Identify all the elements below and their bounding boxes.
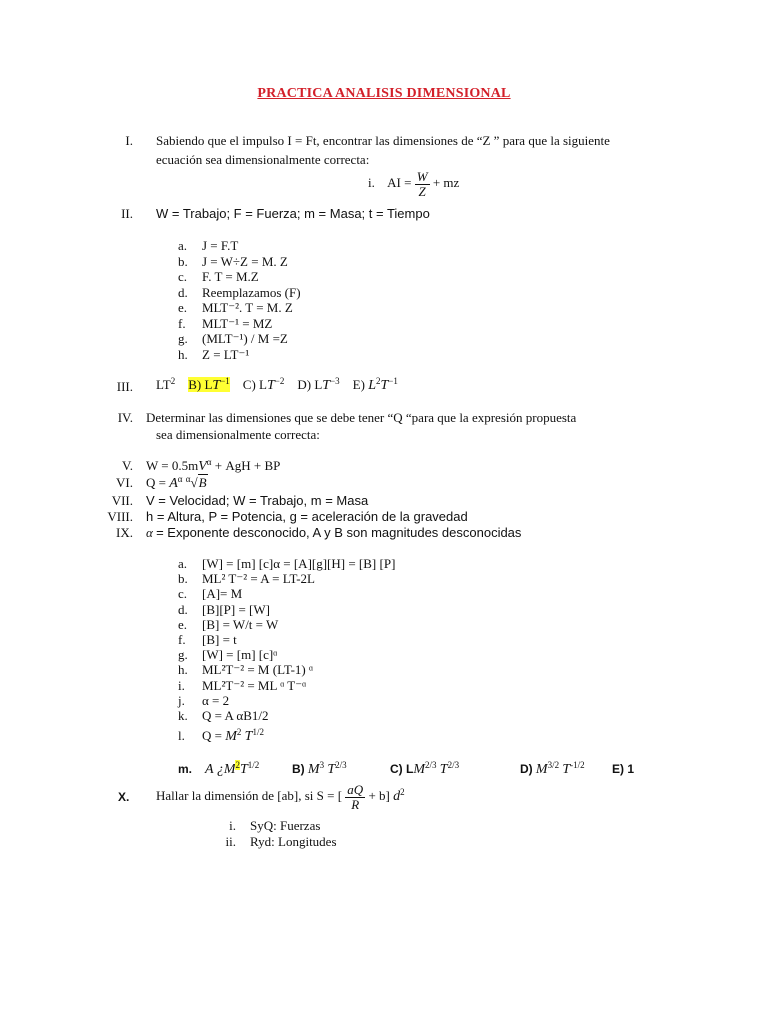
option-e: E) $L^2T^{-1}$ <box>352 376 398 393</box>
list-label: b. <box>178 571 188 587</box>
item-number: VIII. <box>107 509 133 524</box>
question-text: Determinar las dimensiones que se debe tener “Q “para que la expresión propuesta <box>146 410 577 425</box>
definition-text: h = Altura, P = Potencia, g = aceleración de la gravedad <box>146 509 468 524</box>
list-label: h. <box>178 662 188 678</box>
answer-options <box>156 377 398 393</box>
option-c: C) $LM^{2/3}$ $T^{2/3}$ <box>390 760 460 777</box>
page-title: PRACTICA ANALISIS DIMENSIONAL <box>257 86 511 101</box>
option-d: D) $LT^{-3}$ <box>297 376 340 393</box>
list-label: a. <box>178 238 188 253</box>
answer-options <box>205 761 259 777</box>
item-number: X. <box>118 790 130 804</box>
list-item: J = W÷Z = M. Z <box>202 253 288 269</box>
list-item: SyQ: Fuerzas <box>250 818 321 833</box>
list-item: [W] = [m] [c]α = [A][g][H] = [B] [P] <box>202 556 396 571</box>
equation: $Q = A^\alpha$ $^\alpha$√B <box>146 474 207 491</box>
list-label: e. <box>178 616 188 632</box>
definition-text: α = Exponente desconocido, A y B son magnitudes desconocidas <box>146 525 522 540</box>
list-item: ML² T⁻² = A = LT-2L <box>202 571 315 587</box>
sub-number: i. <box>368 175 375 190</box>
list-item: [B] = t <box>202 632 237 647</box>
fraction: $\frac{aQ}{R}$ <box>347 781 364 812</box>
option-d: D) $M^{3/2}$ $T^{-1/2}$ <box>520 760 585 777</box>
list-label: a. <box>178 556 188 571</box>
equation-left: AI = <box>387 175 412 190</box>
list-label: e. <box>178 300 188 315</box>
list-item: Z = LT⁻¹ <box>202 346 250 362</box>
list-label: g. <box>178 647 188 663</box>
definition-text: V = Velocidad; W = Trabajo, m = Masa <box>146 493 369 508</box>
item-number: VI. <box>116 475 133 490</box>
option-b-highlighted: B) $LT^{-1}$ <box>188 376 230 393</box>
list-label: c. <box>178 269 188 284</box>
equation-right: + mz <box>432 175 460 190</box>
list-item: Q = A αB1/2 <box>202 708 269 723</box>
list-label: m. <box>178 762 193 776</box>
list-label: j. <box>178 692 185 708</box>
list-label: i. <box>178 677 185 693</box>
equation <box>368 169 459 199</box>
list-item: ML²T⁻² = ML ᵅ T⁻ᵅ <box>202 677 307 693</box>
option-e: E) 1 <box>612 762 635 776</box>
list-item: MLT⁻¹ = MZ <box>202 315 273 331</box>
list-item: (MLT⁻¹) / M =Z <box>202 331 288 346</box>
option-a: $LT^2$ <box>156 376 176 392</box>
list-label: d. <box>178 284 188 300</box>
list-item: J = F.T <box>202 238 239 253</box>
list-label: h. <box>178 346 188 362</box>
question-text: Hallar la dimensión de [ab], si S = [ $\frac{aQ}{R}$ + b] $d^2$ <box>156 781 405 812</box>
list-label: b. <box>178 253 188 269</box>
list-item: Reemplazamos (F) <box>202 284 301 300</box>
item-number: I. <box>125 133 133 148</box>
list-item: Ryd: Longitudes <box>250 833 337 849</box>
list-item: [B] = W/t = W <box>202 616 279 632</box>
list-item: F. T = M.Z <box>202 269 259 284</box>
list-label: d. <box>178 601 188 617</box>
fraction: $\frac{W}{Z}$ <box>416 168 428 199</box>
option-b: B) $M^3$ $T^{2/3}$ <box>292 760 347 777</box>
item-number: III. <box>116 379 133 394</box>
option-c: C) $LT^{-2}$ <box>242 376 285 393</box>
list-label: k. <box>178 708 188 723</box>
item-number: V. <box>122 458 133 473</box>
list-label: ii. <box>225 833 236 849</box>
equation: $W = 0.5mV^\alpha$ + AgH + BP <box>146 457 281 474</box>
item-number: II. <box>121 206 133 221</box>
list-item: MLT⁻². T = M. Z <box>202 300 293 315</box>
item-number: VII. <box>111 493 133 508</box>
list-item: ML²T⁻² = M (LT-1) ᵅ <box>202 662 314 678</box>
list-item: [W] = [m] [c]ᵅ <box>202 647 278 663</box>
list-item: [B][P] = [W] <box>202 601 270 617</box>
list-label: g. <box>178 331 188 346</box>
item-number: IV. <box>117 410 133 425</box>
option-a: A ¿$M^2T^{1/2}$ <box>205 760 260 777</box>
list-label: f. <box>178 315 186 331</box>
question-text: W = Trabajo; F = Fuerza; m = Masa; t = Tiempo <box>156 206 430 221</box>
list-item: $Q = M^2$ $T^{1/2}$ <box>202 727 264 744</box>
list-item: [A]= M <box>202 586 243 602</box>
list-item: α = 2 <box>202 692 230 708</box>
question-text: Sabiendo que el impulso I = Ft, encontrar las dimensiones de “Z ” para que la siguiente <box>156 133 610 148</box>
question-text: ecuación sea dimensionalmente correcta: <box>156 152 370 167</box>
list-label: l. <box>178 728 185 743</box>
list-label: c. <box>178 586 188 602</box>
list-label: f. <box>178 632 186 647</box>
question-text: sea dimensionalmente correcta: <box>156 427 320 442</box>
item-number: IX. <box>116 525 133 540</box>
list-label: i. <box>229 818 236 833</box>
